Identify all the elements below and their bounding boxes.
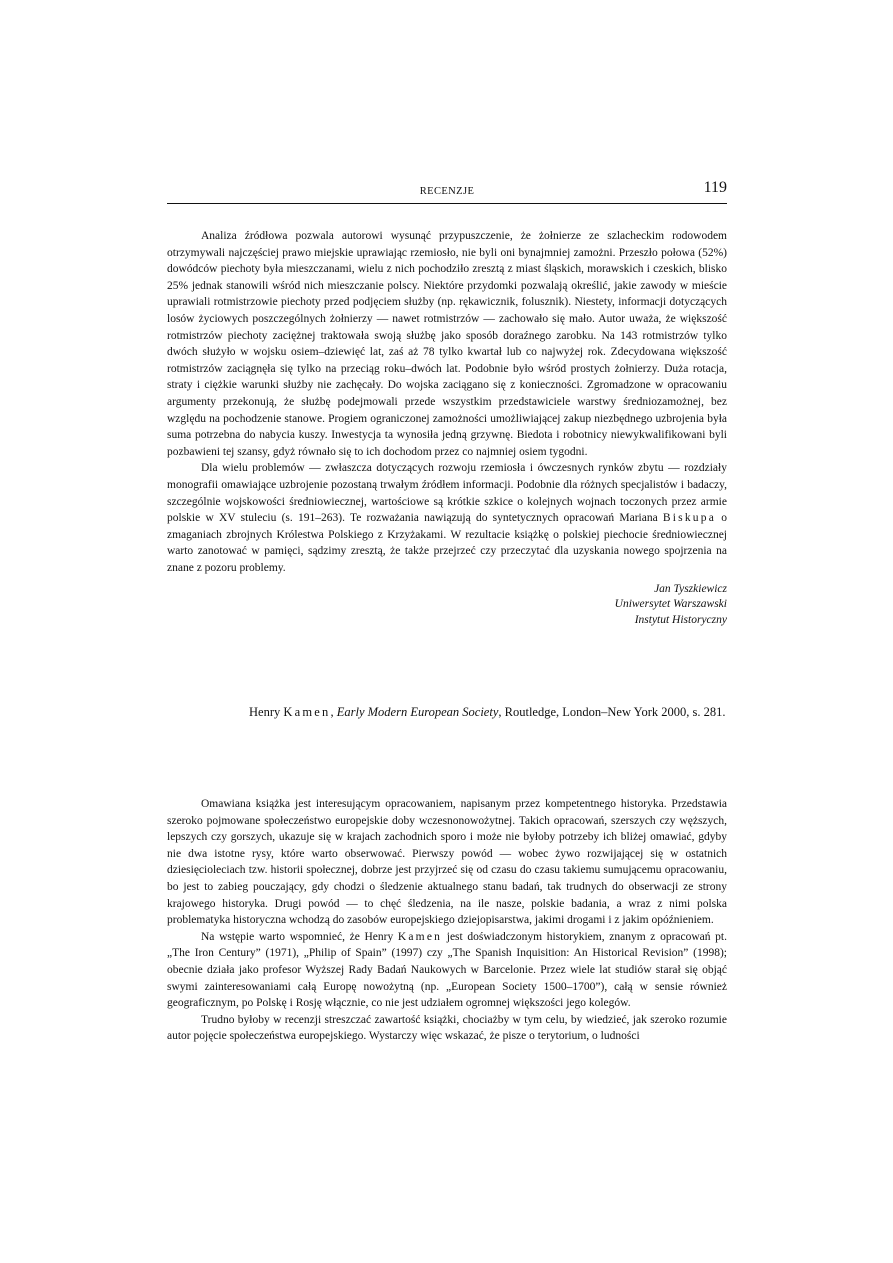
reviewer-signature xyxy=(167,582,727,628)
review-one-body xyxy=(167,228,727,576)
reviewer-name: Jan Tyszkiewicz xyxy=(654,583,727,595)
review-two-paragraph-3: Trudno byłoby w recenzji streszczać zawartość książki, chociażby w tym celu, by wiedzieć, jak szeroko rozumie autor pojęcie społeczeństwa europejskiego. Wystarczy więc wskazać, że pisze o terytorium, o ludności xyxy=(167,1013,727,1043)
citation-sep: , xyxy=(330,705,337,719)
citation-text xyxy=(222,703,727,722)
citation-author-first: Henry xyxy=(249,705,284,719)
citation-details: , Routledge, London–New York 2000, s. 281. xyxy=(498,705,726,719)
text-run: o zmaganiach zbrojnych Królestwa Polskiego z Krzyżakami. W rezultacie książkę o polskiej piechocie średniowiecznej warto zanotować w pamięci, sądzimy zresztą, że także przejrzeć czy przeczytać dla uzyskania nowego spojrzenia na znane z pozoru problemy. xyxy=(167,512,727,574)
running-header xyxy=(167,181,727,204)
page-number: 119 xyxy=(703,179,727,196)
reviewer-institute: Instytut Historyczny xyxy=(634,613,727,626)
text-run: Dla wielu problemów — zwłaszcza dotyczących rozwoju rzemiosła i ówczesnych rynków zbytu — rozdziały monografii omawiające uzbrojenie pozostaną trwałym źródłem informacji. Podobnie dla różnych specjalistów i badaczy, szczególnie wojskowości średniowiecznej, wartościowe są krótkie szkice o kolejnych wojnach toczonych przez armie polskie w XV stuleciu (s. 191–263). Te rozważania nawiązują do syntetycznych opracowań Mariana xyxy=(167,462,727,525)
review-one-paragraph-2 xyxy=(167,460,727,576)
citation-author-last: Kamen xyxy=(283,705,331,719)
spaced-author-name: Kamen xyxy=(397,930,443,943)
review-two-body xyxy=(167,796,727,1045)
reviewer-university: Uniwersytet Warszawski xyxy=(614,598,727,611)
citation-title: Early Modern European Society xyxy=(336,705,499,719)
text-run: Na wstępie warto wspomnieć, że Henry xyxy=(201,930,398,943)
review-one-paragraph-1: Analiza źródłowa pozwala autorowi wysunąć przypuszczenie, że żołnierze ze szlacheckim rodowodem otrzymywali najczęściej prawo miejskie uprawiając rzemiosło, nie byli oni bynajmniej zamożni. Przeszło połowa (52%) dowódców piechoty była mieszczanami, wielu z nich pochodziło zresztą z miast śląskich, morawskich i czeskich, blisko 25% jednak stanowili wśród nich mieszczanie polscy. Niektóre przydomki pozwalają określić, jakie zawody w mieście uprawiali rotmistrzowie piechoty przed podjęciem służby (np. rękawicznik, folusznik). Niestety, informacji dotyczących losów życiowych poszczególnych żołnierzy — nawet rotmistrzów — zachowało się mało. Autor uważa, że większość rotmistrzów piechoty zaciężnej traktowała swoją służbę jako sposób doraźnego zarobku. Na 143 rotmistrzów tylko dwóch służyło w wojsku osiem–dziewięć lat, zaś aż 78 tylko kwartał lub co najwyżej rok. Zdecydowana większość rotmistrzów zaciągnęła się tylko na przeciąg roku–dwóch lat. Podobnie było wśród prostych żołnierzy. Duża rotacja, straty i ciężkie warunki służby nie zachęcały. Do wojska zaciągano się z konieczności. Zgromadzone w opracowaniu argumenty przekonują, że służbę podejmowali przede wszystkim przedstawiciele warstwy średniozamożnej, bez względu na pochodzenie stanowe. Progiem ograniczonej zamożności umożliwiającej zakup niezbędnego uzbrojenia była suma potrzebna do nabycia kuszy. Inwestycja ta wynosiła jedną grzywnę. Biedota i robotnicy niewykwalifikowani byli pozbawieni tej szansy, gdyż równało się to ich dochodom przez co najmniej osiem tygodni. xyxy=(167,230,727,458)
review-two-paragraph-2 xyxy=(167,929,727,1012)
review-two-paragraph-1: Omawiana książka jest interesującym opracowaniem, napisanym przez kompetentnego historyka. Przedstawia szeroko pojmowane społeczeństwo europejskie doby wczesnonowożytnej. Takich opracowań, szerszych czy węższych, lepszych czy gorszych, ukazuje się w krajach zachodnich sporo i może nie byłoby potrzeby ich bliżej omawiać, gdyby nie dwa istotne rysy, które warto obserwować. Pierwszy powód — wobec żywo rozwijającej się w ostatnich dziesięcioleciach tzw. historii społecznej, dobrze jest przyjrzeć się od czasu do czasu takiemu sumującemu opracowaniu, bo jest to zabieg pouczający, gdy chodzi o śledzenie aktualnego stanu badań, tak trudnych do obserwacji ze strony krajowego historyka. Drugi powód — to chęć śledzenia, na ile nasze, polskie badania, a wraz z nimi polska problematyka historyczna wchodzą do zasobów europejskiego dziejopisarstwa, jakimi drogami i z jakim opóźnieniem. xyxy=(167,798,727,927)
spaced-author-name: Biskupa xyxy=(662,512,717,525)
text-run: jest doświadczonym historykiem, znanym z opracowań pt. „The Iron Century” (1971), „Philip of Spain” (1997) czy „The Spanish Inquisition: An Historical Revision” (1998); obecnie działa jako profesor Wyższej Rady Badań Naukowych w Barcelonie. Przez wiele lat studiów starał się objąć swymi zainteresowaniami całą Europę nowożytną (np. „European Society 1500–1700”), całą w sensie również geograficznym, po Polskę i Rosję włącznie, co nie jest udziałem ogromnej większości jego kolegów. xyxy=(167,930,727,1010)
section-title: RECENZJE xyxy=(419,186,475,197)
book-citation xyxy=(222,703,727,722)
